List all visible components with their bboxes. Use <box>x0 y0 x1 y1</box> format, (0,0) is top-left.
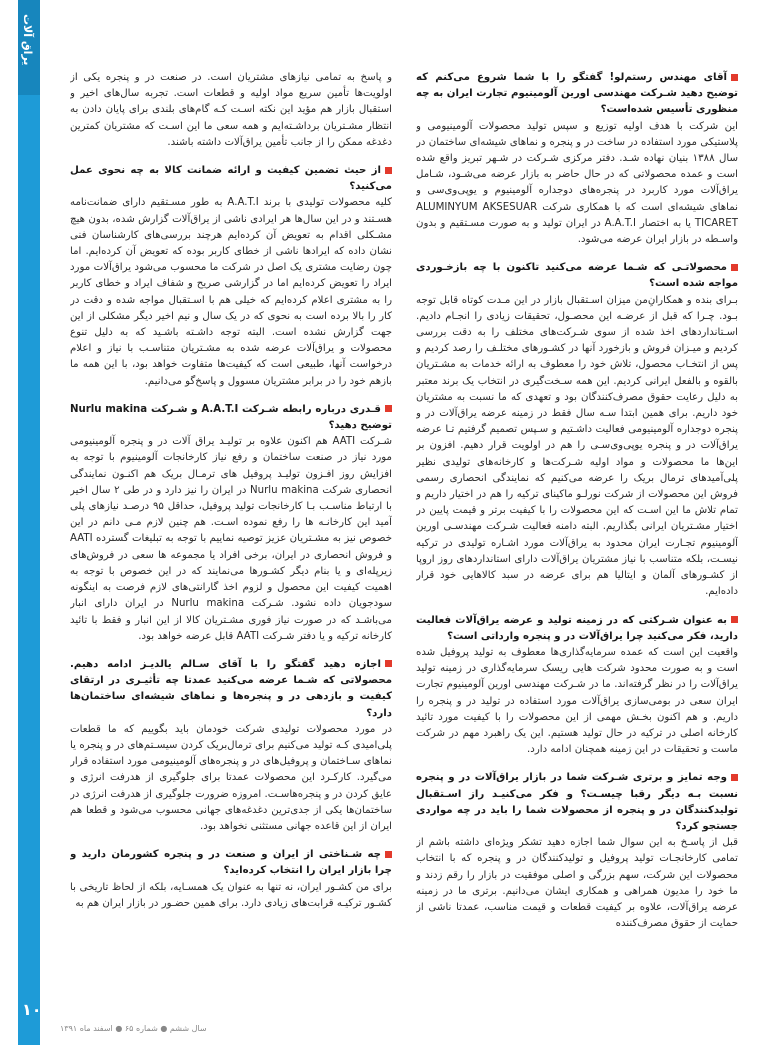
question-text: چه شـناختی از ایران و صنعت در و پنجره کشورمان دارید و چرا بازار ایران را انتخاب کرده‌اید؟ <box>70 849 392 877</box>
qa-block <box>70 402 392 645</box>
bullet-square-icon <box>385 851 392 858</box>
question-heading <box>70 657 392 722</box>
bullet-square-icon <box>731 74 738 81</box>
bullet-square-icon <box>385 660 392 667</box>
section-label: یراق آلات <box>21 14 34 66</box>
bullet-square-icon <box>385 405 392 412</box>
answer-paragraph: شـرکت AATI هم اکنون علاوه بر تولیـد یراق آلات در و پنجره آلومینیومی مورد نیاز در صنعت ساختمان و رفع نیاز کارخانجات آلومینیوم با توجه به افزایش روز افـزون تولیـد پروفیل های ترمـال بریک هم اکنـون نمایندگی انحصاری شرکت Nurlu makina در ایران را نیز دارد و در طی ۲ سال اخیر با ارتباط مناسـب بـا کارخانجات تولید پروفیل، حداقل ۹۵ درصـد نیازهای پلی آمید این کارخانـه ها را رفع نموده اسـت. هم چنین لازم مـی دانم در این خصوص نیز به مشـتریان عزیز توصیه نماییم با توجه به تبلیغات گسترده AATI و فروش انحصاری در ایران، برخی افراد یا مجموعه ها سعی در فروش‌های زیرپله‌ای و یا بنام دیگر کشـورها می‌نمایند که در این خصوص با توجه به اهمیت کیفیت این محصول و لزوم اخذ گارانتی‌های لازم فرصت به اینگونه سودجویان داده نشود. شـرکت Nurlu makina در ایران دارای انبار می‌باشـد که در صورت نیاز فوری مشـتریان کالا از این انبار و فقط با تائید کارخانه ترکیه و یا دفتر شـرکت AATI قابل عرضه خواهد بود. <box>70 436 392 642</box>
qa-block <box>70 847 392 912</box>
right-column <box>416 70 738 1010</box>
qa-block <box>416 70 738 248</box>
left-column <box>70 70 392 1010</box>
bullet-square-icon <box>385 167 392 174</box>
question-heading <box>416 613 738 645</box>
qa-block <box>416 613 738 759</box>
qa-block <box>416 770 738 932</box>
qa-block <box>70 70 392 151</box>
answer-paragraph: واقعیت این است که عمده سرمایه‌گذاری‌ها معطوف به تولید پروفیل شده است و به صورت محدود شرکت هایی ریسک سرمایه‌گذاری در زمینه تولید یراق‌آلات را در نظر گرفته‌اند. ما در شـرکت مهندسی اورین آلومینیوم تجارت ایران سعی در بومی‌سازی یراق‌آلات مورد استفاده در تولید در و پنجره را داریم. و هم اکنون بخـش مهمی از این محصولات را با کیفیت مورد تائید کارخانه اصلی در ترکیه در حال تولید هستیم. این یک راهبرد مهم در شرکت ماست و تحقیقات در این زمینه همچنان ادامه دارد. <box>416 646 738 756</box>
answer-paragraph: قبل از پاسـخ به این سوال شما اجازه دهید تشکر ویژه‌ای داشته باشم از تمامی کارخانجـات تولید پروفیل و تولیدکنندگان در و پنجره که با انتخاب محصولات این شرکت، سهم بزرگی و اصلی موفقیت در بازار را رقم زدند و ما خود را مدیون همراهی و همکاری ایشان می‌دانیم. برتری ما در زمینه عرضه یراق‌آلات، علاوه بر کیفیت قطعات و قیمت مناسب، عمدتا ناشی از حمایت از حقوق مصرف‌کننده <box>416 837 738 930</box>
question-text: اجازه دهید گفتگو را با آقای سـالم یالدیـز ادامه دهیم. محصولاتی که شـما عرضه می‌کنید عمدتا چه تأثیـری در ارتقای کیفیت و بازدهی در و پنجره‌ها و نماهای شیشه‌ای ساختمان‌ها دارد؟ <box>70 658 392 719</box>
qa-block <box>70 163 392 390</box>
question-text: به عنوان شـرکتی که در زمینه تولید و عرضه یراق‌آلات فعالیت دارید، فکر می‌کنید چرا یراق‌آلات در و پنجره وارداتی است؟ <box>416 614 738 642</box>
bullet-square-icon <box>731 774 738 781</box>
question-heading <box>416 770 738 835</box>
qa-block <box>70 657 392 835</box>
qa-block <box>416 260 738 600</box>
question-text: از حیث تضمین کیفیت و ارائه ضمانت کالا به چه نحوی عمل می‌کنید؟ <box>70 165 392 193</box>
side-accent-bar <box>18 0 52 1045</box>
answer-paragraph: این شرکت با هدف اولیه توزیع و سپس تولید محصولات آلومینیومی و پلاستیکی مورد استفاده در ساخت در و پنجره و نماهای شیشه‌ای ساختمان در سال ۱۳۸۸ بنیان نهاده شـد. دفتر مرکزی شـرکت در شـهر تبریز واقع شده است و عمده محصولاتی که در حال حاضر به بازار عرضه می‌شـود، شـامل یراق‌آلات مورد کاربرد در پنجره‌های دوجداره آلومینیوم و یوپی‌وی‌سی و نماهای شیشه‌ای است که با همکاری شرکت ALUMINYUM AKSESUAR TICARET یا به اختصار A.A.T.I در ایران تولید و به صورت مسـتقیم و بدون واسـطه در بازار ایران عرضه می‌شود. <box>416 120 738 246</box>
question-text: محصولاتـی که شـما عرضه می‌کنید تاکنون با چه بازخـوردی مواجه شده است؟ <box>416 262 738 290</box>
answer-paragraph: و پاسخ به تمامی نیازهای مشتریان است. در صنعت در و پنجره یکی از اولویت‌ها تأمین سریع مواد اولیه و قطعات است. تجربه سال‌های اخیر و استقبال بازار هم مؤید این نکته اسـت کـه گام‌های بلندی برای پایان دادن به انتظار مشـتریان برداشـته‌ایم و همه سعی ما این اسـت که مشتریان کمترین دغدغه ممکن را از جانب تأمین یراق‌آلات داشته باشند. <box>70 72 392 148</box>
question-text: قـدری درباره رابطه شـرکت A.A.T.I و شـرکت Nurlu makina توضیح دهید؟ <box>70 403 392 432</box>
question-heading <box>416 260 738 292</box>
answer-paragraph: کلیه محصولات تولیدی با برند A.A.T.I به طور مسـتقیم دارای ضمانت‌نامه هسـتند و در این سال‌ها هر ایرادی ناشی از یراق‌آلات گزارش شده، بدون هیچ مشـکلی اقدام به تعویض آن کرده‌ایم هرچند بررسی‌های کارشناسان فنی نشان داده که ایرادها ناشی از خطای کاربر بوده که تعویض آن کرده‌ایم. اما چون رضایت مشتری یک اصل در شرکت ما محسوب می‌شود یراق‌آلات مورد ایراد را تعویض کرده‌ایم اما در گزارشی صریح و شفاف ایراد و خطای کاربر را به مشتری اعلام کرده‌ایم که خیلی هم با اسـتقبال مواجه شده و دقت در کار را بالا برده است به نحوی که در یک سال و نیم اخیر دیگر مشکلی از این جهت گزارش نشده است. البته توجه داشـته باشـید که به دلیل تنوع محصولات و یراق‌آلات عرضه شده به مشـتریان متناسـب با نیاز و اعلام درخواست آنها، طبیعی است که کیفیت‌ها متفاوت خواهد بود، با این همه ما بازهم خود را در برابر مشتریان مسوول و پاسخ‌گو می‌دانیم. <box>70 197 392 387</box>
section-label-box <box>18 0 40 95</box>
question-heading <box>70 402 392 434</box>
answer-paragraph: برای من کشـور ایران، نه تنها به عنوان یک همسـایه، بلکه از لحاظ تاریخی با کشـور ترکیـه قرابت‌های زیادی دارد. برای همین حضـور در بازار ایران هم به <box>70 881 392 909</box>
question-text: آقای مهندس رستم‌لو! گفتگو را با شما شروع می‌کنم که توضیح دهید شـرکت مهندسی اورین آلومینیوم تجارت ایران به چه منظوری تأسیس شده‌است؟ <box>416 72 738 116</box>
bullet-square-icon <box>731 264 738 271</box>
question-heading <box>70 847 392 879</box>
page-number: ۱۰۳ <box>22 1000 52 1019</box>
question-text: وجه تمایز و برتری شـرکت شما در بازار یراق‌آلات در و پنجره نسبت بـه دیگر رقبا چیسـت؟ و فکر می‌کنیـد راز اسـتقبال تولیدکنندگان در و پنجره از محصولات شما را باید در چه مواردی جستجو کرد؟ <box>416 772 738 832</box>
bullet-square-icon <box>731 616 738 623</box>
footer-issue-info: سال ششم ● شماره ۶۵ ● اسفند ماه ۱۳۹۱ <box>60 1024 207 1033</box>
question-heading <box>416 70 738 119</box>
question-heading <box>70 163 392 195</box>
answer-paragraph: بـرای بنده و همکارانِ‌من میزان اسـتقبال بازار در این مـدت کوتاه قابل توجه بـود. چـرا که قبل از عرضـه این محصـول، تحقیقات زیادی را انجـام دادیم. اسـتانداردهای اخذ شده از سوی شـرکت‌های مختلف را به دقت بررسی کردیم و میـزان فروش و بازخورد آنها در کشـورهای مختلـف را رصد کردیم و پس از انتخـاب محصول، تلاش خود را معطوف به ارائه خدمات به مشـتریان بالقوه و بالفعل ایرانی کردیم. این همه سـخت‌گیری در انتخاب یک برند معتبر به دلیل رعایت حقوق مصرف‌کنندگان بود و تعهدی که ما نسبت به مشتریان خود داریم. برای همین ابتدا سـه سال فقط در زمینه عرضه یراق‌آلات در و پنجره دوجداره آلومینیومی فعالیت داشـتیم و سـپس تصمیم گرفتیم تـا عرضه یراق‌آلات در و پنجره یوپی‌وی‌سـی را هم در اولویت قرار دهیم. افزون بر این‌ها ما محصولات و مواد اولیه شـرکت‌ها و کارخانه‌های تولیدی نظیر پلی‌آمیدهای ترمال بریک را عرضه می‌کنیم که نمایندگی انحصاری رسمی فروش این محصولات از شرکت نورلـو ماکینای ترکیه را هم در اختیار داریم و تمام تلاش ما این اسـت که این محصولات را با کیفیت برتر و قیمت پایین در اختیار مشـتریان ایرانی بگذاریم. البته دامنه فعالیت شـرکت مهندسـی اورین آلومینیوم تجـارت ایران محدود به یراق‌آلات مورد اشـاره تولیدی در ترکیه نیسـت، بلکه متناسب با نیاز مشتریان یراق‌آلات دارای استانداردهای روز اروپا از کشـورهای آلمان و ایتالیا هم برای عرضه در سبد کالاهایی خود قرار داده‌ایم. <box>416 294 738 598</box>
answer-paragraph: در مورد محصولات تولیدی شرکت خودمان باید بگوییم که ما قطعات پلی‌امیدی کـه تولید می‌کنیم برای ترمال‌بریک کردن سیسـتم‌های در و پنجره یا نماهای سـاختمان و پروفیل‌های در و پنجره‌های آلومینیومی مورد استفاده قرار می‌گیرد. کارکـرد این محصولات عمدتا برای جلوگیری از هدرفت انرژی و عایق کردن در و پنجره‌هاسـت. امروزه ضرورت جلوگیری از هدرفت انرژی در ساختمان‌ها یکی از جدی‌ترین دغدغه‌های جهانی محسوب می‌شود و قطعا هم ایران از این قاعده جهانی مستثنی نخواهد بود. <box>70 723 392 832</box>
